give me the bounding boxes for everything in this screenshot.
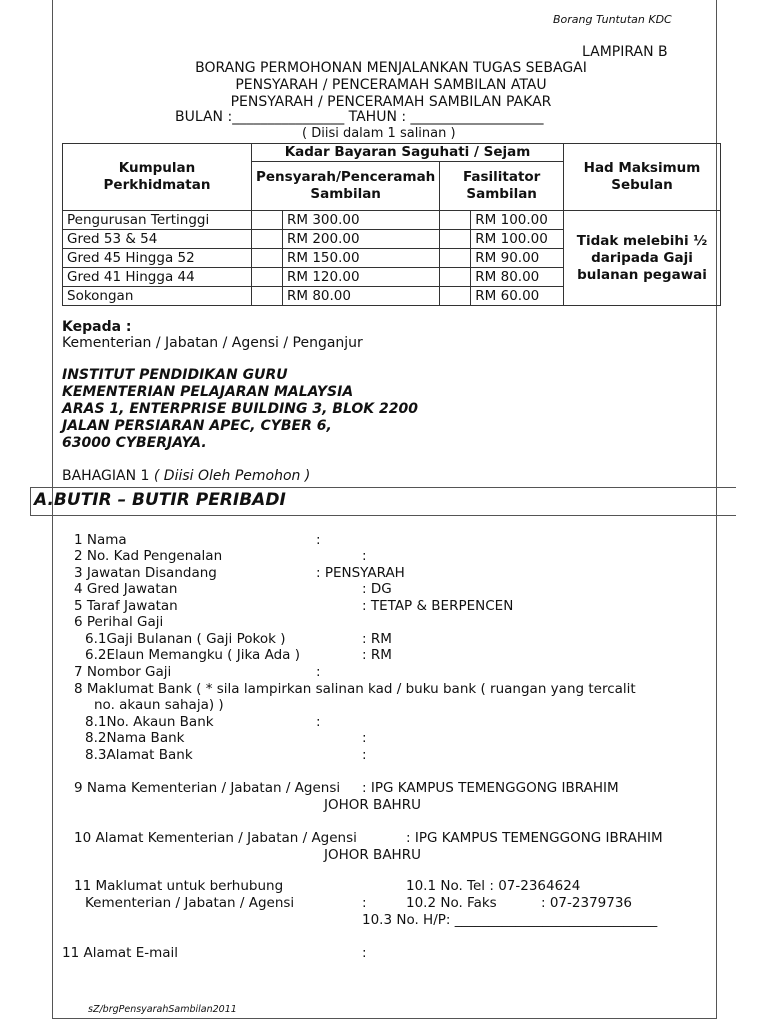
col-header-facilitator: Fasilitator Sambilan — [440, 162, 564, 211]
address-line: ARAS 1, ENTERPRISE BUILDING 3, BLOK 2200 — [62, 401, 418, 417]
field-email-label: 11 Alamat E-mail — [62, 945, 179, 961]
table-cell-facilitator-rate: RM 90.00 — [471, 249, 564, 268]
table-cell-facilitator-rate: RM 100.00 — [471, 211, 564, 230]
address-line: JALAN PERSIARAN APEC, CYBER 6, — [62, 418, 332, 434]
field-allowance-label: 6.2Elaun Memangku ( Jika Ada ) — [85, 647, 301, 663]
field-ministry-address-value: : IPG KAMPUS TEMENGGONG IBRAHIM — [406, 830, 663, 846]
form-reference: Borang Tuntutan KDC — [553, 13, 672, 26]
field-ic-colon: : — [362, 548, 367, 564]
part-label: BAHAGIAN 1 — [62, 468, 150, 484]
table-cell-blank — [252, 230, 283, 249]
field-ministry-address-value-line2: JOHOR BAHRU — [324, 847, 421, 863]
field-account-no-label: 8.1No. Akaun Bank — [85, 714, 214, 730]
table-cell-blank — [252, 287, 283, 306]
attachment-label: LAMPIRAN B — [582, 44, 668, 60]
table-cell-group: Gred 45 Hingga 52 — [63, 249, 252, 268]
field-basic-salary-label: 6.1Gaji Bulanan ( Gaji Pokok ) — [85, 631, 286, 647]
title-line: PENSYARAH / PENCERAMAH SAMBILAN PAKAR — [230, 94, 552, 110]
field-position-value: : PENSYARAH — [316, 565, 405, 581]
field-salary-no-colon: : — [316, 664, 321, 680]
field-salary-no-label: 7 Nombor Gaji — [74, 664, 172, 680]
table-cell-lecturer-rate: RM 80.00 — [283, 287, 440, 306]
table-cell-lecturer-rate: RM 300.00 — [283, 211, 440, 230]
field-tel: 10.1 No. Tel : 07-2364624 — [406, 878, 581, 894]
field-grade-label: 4 Gred Jawatan — [74, 581, 178, 597]
table-cell-blank — [440, 230, 471, 249]
section-divider-top — [30, 487, 736, 488]
part-heading — [62, 468, 310, 484]
address-line: KEMENTERIAN PELAJARAN MALAYSIA — [62, 384, 354, 400]
rate-header: Kadar Bayaran Saguhati / Sejam — [252, 144, 564, 162]
col-header-max: Had Maksimum Sebulan — [564, 144, 721, 211]
max-note: Tidak melebihi ½ daripada Gaji bulanan pegawai — [564, 211, 721, 306]
recipient-label: Kepada : — [62, 319, 132, 335]
table-cell-group: Gred 41 Hingga 44 — [63, 268, 252, 287]
address-line: 63000 CYBERJAYA. — [62, 435, 207, 451]
field-bank-name-colon: : — [362, 730, 367, 746]
field-grade-value: : DG — [362, 581, 392, 597]
field-contact-colon: : — [362, 895, 367, 911]
section-divider-bottom — [30, 515, 736, 516]
field-contact-label: 11 Maklumat untuk berhubung — [74, 878, 284, 894]
field-bank-note: no. akaun sahaja) ) — [94, 697, 224, 713]
section-divider-left — [30, 487, 31, 515]
table-cell-group: Gred 53 & 54 — [63, 230, 252, 249]
field-position-label: 3 Jawatan Disandang — [74, 565, 217, 581]
field-bank-address-label: 8.3Alamat Bank — [85, 747, 193, 763]
title-line: BORANG PERMOHONAN MENJALANKAN TUGAS SEBAGAI — [195, 60, 587, 76]
field-account-no-colon: : — [316, 714, 321, 730]
recipient-address — [62, 367, 418, 452]
field-ministry-value-line2: JOHOR BAHRU — [324, 797, 421, 813]
table-cell-blank — [252, 249, 283, 268]
rates-table — [62, 143, 721, 306]
field-status-value: : TETAP & BERPENCEN — [362, 598, 514, 614]
field-name-colon: : — [316, 532, 321, 548]
table-cell-facilitator-rate: RM 100.00 — [471, 230, 564, 249]
period-line: BULAN :________________ TAHUN : ___________________ — [175, 109, 544, 125]
field-ic-label: 2 No. Kad Pengenalan — [74, 548, 223, 564]
table-cell-lecturer-rate: RM 200.00 — [283, 230, 440, 249]
col-header-lecturer: Pensyarah/Penceramah Sambilan — [252, 162, 440, 211]
table-cell-blank — [440, 287, 471, 306]
part-note: ( Diisi Oleh Pemohon ) — [153, 468, 311, 484]
field-contact-label-line2: Kementerian / Jabatan / Agensi — [85, 895, 295, 911]
field-salary-label: 6 Perihal Gaji — [74, 614, 164, 630]
table-cell-blank — [440, 249, 471, 268]
table-cell-lecturer-rate: RM 150.00 — [283, 249, 440, 268]
field-fax-value: : 07-2379736 — [541, 895, 633, 911]
field-ministry-address-label: 10 Alamat Kementerian / Jabatan / Agensi — [74, 830, 357, 846]
table-cell-facilitator-rate: RM 60.00 — [471, 287, 564, 306]
table-cell-blank — [252, 211, 283, 230]
col-header-group: Kumpulan Perkhidmatan — [63, 144, 252, 211]
field-basic-salary-value: : RM — [362, 631, 392, 647]
field-ministry-value: : IPG KAMPUS TEMENGGONG IBRAHIM — [362, 780, 619, 796]
field-name-label: 1 Nama — [74, 532, 127, 548]
table-cell-group: Pengurusan Tertinggi — [63, 211, 252, 230]
field-hp: 10.3 No. H/P: ______________________________ — [362, 912, 658, 928]
copies-note: ( Diisi dalam 1 salinan ) — [302, 126, 456, 141]
field-fax-label: 10.2 No. Faks — [406, 895, 497, 911]
field-status-label: 5 Taraf Jawatan — [74, 598, 178, 614]
field-bank-label: 8 Maklumat Bank ( * sila lampirkan salinan kad / buku bank ( ruangan yang tercalit — [74, 681, 636, 697]
title-line: PENSYARAH / PENCERAMAH SAMBILAN ATAU — [235, 77, 547, 93]
table-cell-blank — [440, 268, 471, 287]
table-cell-blank — [440, 211, 471, 230]
address-line: INSTITUT PENDIDIKAN GURU — [62, 367, 288, 383]
recipient-sub: Kementerian / Jabatan / Agensi / Penganjur — [62, 335, 363, 351]
table-cell-facilitator-rate: RM 80.00 — [471, 268, 564, 287]
field-email-colon: : — [362, 945, 367, 961]
footer-code: sZ/brgPensyarahSambilan2011 — [88, 1004, 237, 1015]
field-bank-name-label: 8.2Nama Bank — [85, 730, 185, 746]
section-title: A.BUTIR – BUTIR PERIBADI — [34, 490, 286, 510]
form-title — [62, 60, 720, 111]
field-ministry-label: 9 Nama Kementerian / Jabatan / Agensi — [74, 780, 341, 796]
field-bank-address-colon: : — [362, 747, 367, 763]
table-cell-blank — [252, 268, 283, 287]
table-cell-group: Sokongan — [63, 287, 252, 306]
table-cell-lecturer-rate: RM 120.00 — [283, 268, 440, 287]
field-allowance-value: : RM — [362, 647, 392, 663]
